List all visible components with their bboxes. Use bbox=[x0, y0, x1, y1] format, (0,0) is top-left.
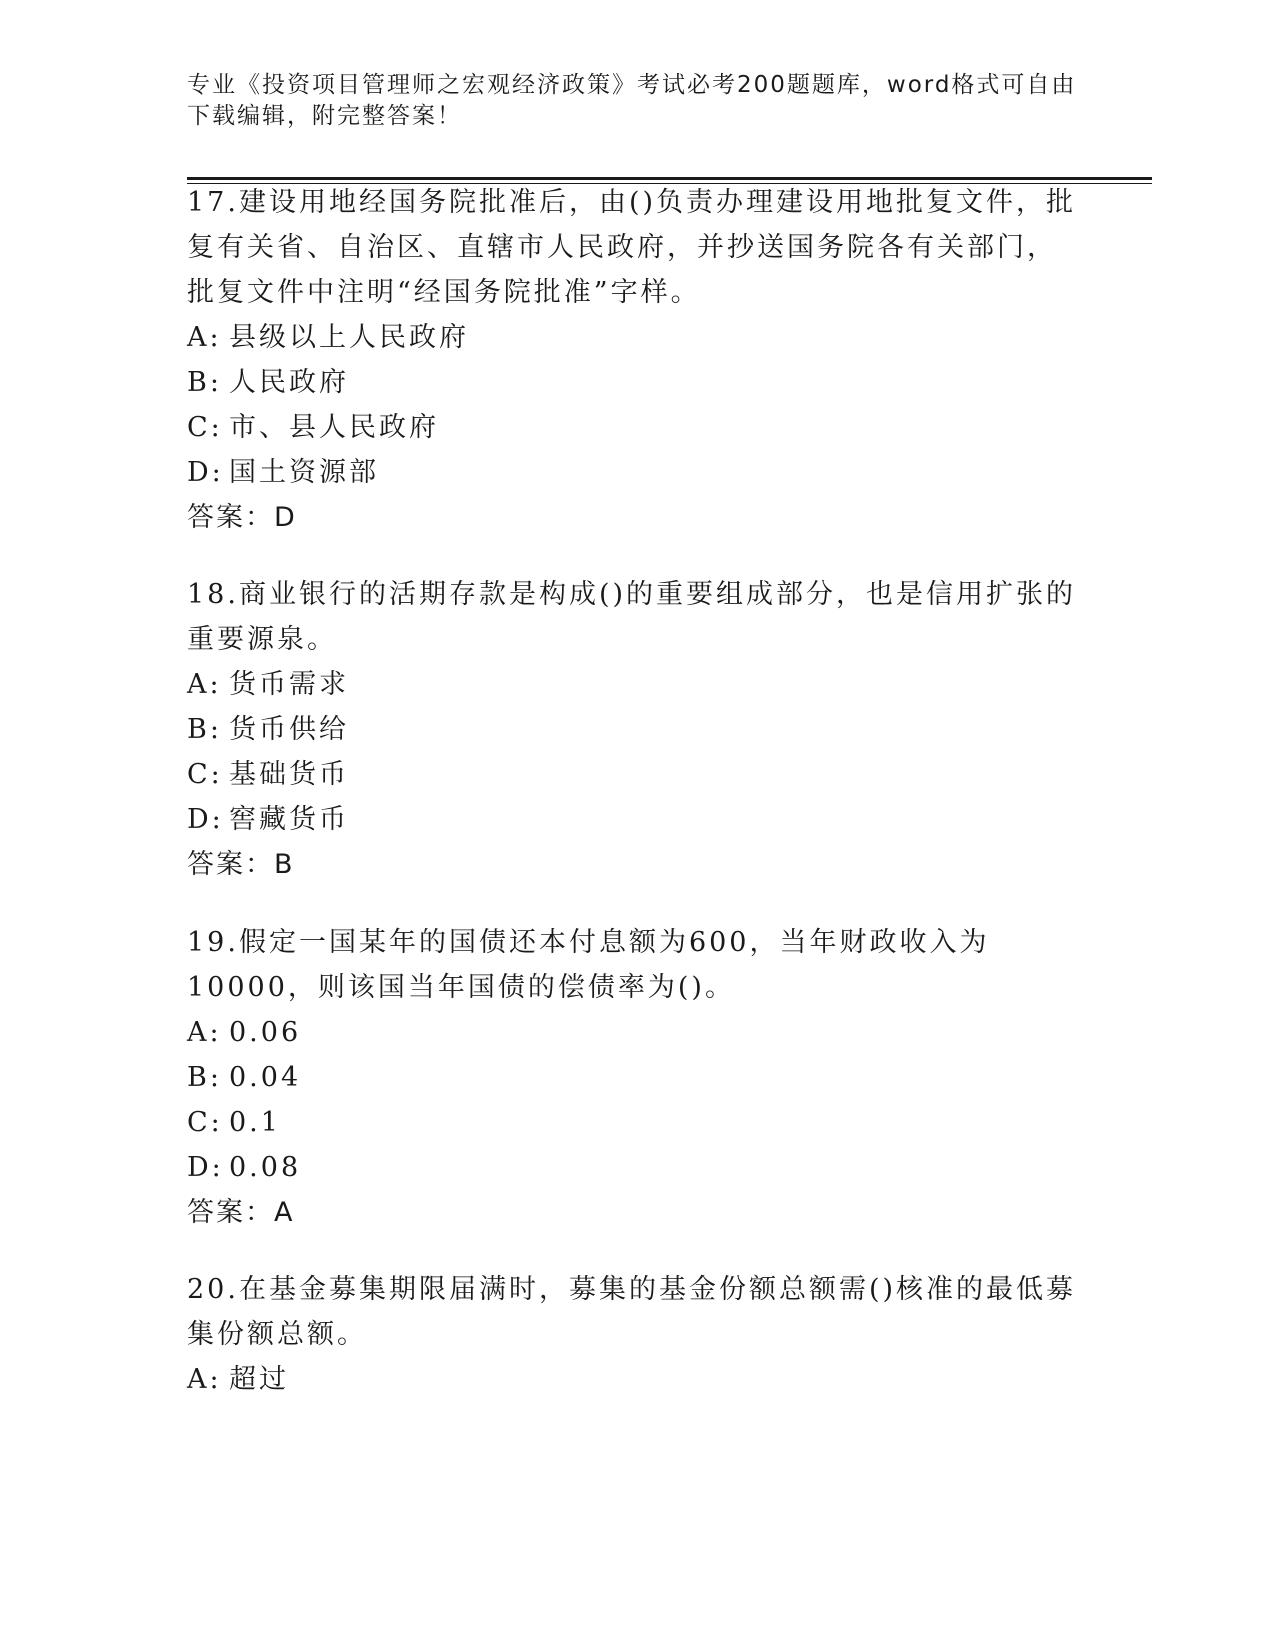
option-key: A: bbox=[187, 1364, 222, 1395]
option-text: 0.06 bbox=[229, 1017, 302, 1048]
option-key: C: bbox=[187, 412, 223, 443]
option-key: A: bbox=[187, 669, 222, 700]
option-text: 人民政府 bbox=[229, 367, 349, 398]
option-a bbox=[187, 662, 1077, 707]
option-text: 国土资源部 bbox=[229, 457, 379, 488]
question-19 bbox=[187, 920, 1077, 1235]
option-key: B: bbox=[187, 367, 222, 398]
option-key: B: bbox=[187, 1062, 222, 1093]
answer-label: 答案：A bbox=[187, 1197, 295, 1228]
option-key: A: bbox=[187, 1017, 222, 1048]
option-text: 货币供给 bbox=[229, 714, 349, 745]
option-b bbox=[187, 1055, 1077, 1100]
option-c bbox=[187, 1100, 1077, 1145]
option-d bbox=[187, 1145, 1077, 1190]
answer-label: 答案：D bbox=[187, 502, 297, 533]
option-d bbox=[187, 797, 1077, 842]
option-a bbox=[187, 315, 1077, 360]
option-key: A: bbox=[187, 322, 222, 353]
question-stem: 19.假定一国某年的国债还本付息额为600，当年财政收入为10000，则该国当年国债的偿债率为()。 bbox=[187, 927, 990, 1003]
option-b bbox=[187, 707, 1077, 752]
option-text: 0.04 bbox=[229, 1062, 302, 1093]
question-18 bbox=[187, 572, 1077, 887]
option-text: 县级以上人民政府 bbox=[229, 322, 469, 353]
document-intro: 专业《投资项目管理师之宏观经济政策》考试必考200题题库，word格式可自由下载编辑，附完整答案！ bbox=[187, 72, 1077, 129]
option-text: 窖藏货币 bbox=[229, 804, 349, 835]
option-d bbox=[187, 450, 1077, 495]
option-key: C: bbox=[187, 759, 223, 790]
option-c bbox=[187, 405, 1077, 450]
option-text: 货币需求 bbox=[229, 669, 349, 700]
option-a bbox=[187, 1357, 1077, 1402]
question-stem: 20.在基金募集期限届满时，募集的基金份额总额需()核准的最低募集份额总额。 bbox=[187, 1274, 1077, 1350]
option-c bbox=[187, 752, 1077, 797]
option-key: D: bbox=[187, 1152, 224, 1183]
option-text: 基础货币 bbox=[229, 759, 349, 790]
question-stem: 17.建设用地经国务院批准后，由()负责办理建设用地批复文件，批复有关省、自治区、直辖市人民政府，并抄送国务院各有关部门，批复文件中注明“经国务院批准”字样。 bbox=[187, 187, 1077, 308]
option-b bbox=[187, 360, 1077, 405]
option-key: B: bbox=[187, 714, 222, 745]
question-20 bbox=[187, 1267, 1077, 1402]
question-stem: 18.商业银行的活期存款是构成()的重要组成部分，也是信用扩张的重要源泉。 bbox=[187, 579, 1077, 655]
option-key: C: bbox=[187, 1107, 223, 1138]
option-key: D: bbox=[187, 804, 224, 835]
option-text: 0.08 bbox=[229, 1152, 302, 1183]
option-text: 0.1 bbox=[229, 1107, 281, 1138]
option-text: 超过 bbox=[229, 1364, 289, 1395]
option-a bbox=[187, 1010, 1077, 1055]
option-key: D: bbox=[187, 457, 224, 488]
answer-label: 答案：B bbox=[187, 849, 295, 880]
option-text: 市、县人民政府 bbox=[229, 412, 439, 443]
question-17 bbox=[187, 180, 1077, 540]
